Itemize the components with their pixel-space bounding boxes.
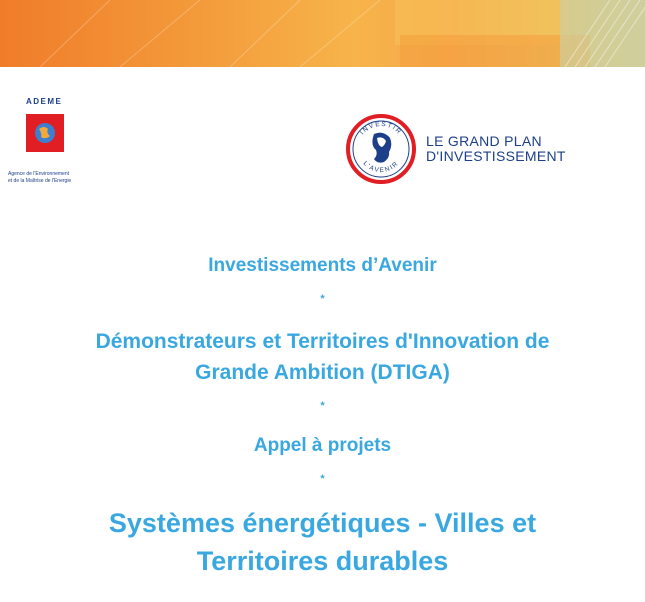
- grand-plan-logo-block: [344, 112, 566, 191]
- investir-avenir-seal-icon: [344, 112, 418, 186]
- ademe-subtitle-line1: Agence de l'Environnement: [8, 171, 69, 177]
- grand-plan-line1: LE GRAND PLAN: [426, 133, 542, 149]
- subject-title: [0, 326, 645, 388]
- grand-plan-line2: D'INVESTISSEMENT: [426, 148, 566, 164]
- banner-pattern: [0, 0, 645, 67]
- theme-title: [0, 504, 645, 580]
- theme-title-line1: Systèmes énergétiques - Villes et: [108, 508, 537, 538]
- call-title: Appel à projets: [253, 435, 392, 456]
- ademe-subtitle-line2: et de la Maîtrise de l'Energie: [8, 178, 72, 184]
- grand-plan-title: [426, 134, 566, 164]
- seal-top-text: INVESTIR: [358, 120, 403, 137]
- ademe-subtitle: [8, 171, 71, 185]
- separator-star: *: [320, 293, 325, 305]
- ademe-name: ADEME: [26, 97, 63, 106]
- ademe-logo-icon: [26, 114, 64, 152]
- seal-bottom-text: L'AVENIR: [361, 160, 401, 175]
- theme-title-line2: Territoires durables: [196, 546, 449, 576]
- separator-star: *: [320, 473, 325, 485]
- header-banner-image: [0, 0, 645, 67]
- subject-title-line2: Grande Ambition (DTIGA): [195, 361, 450, 384]
- program-title: Investissements d’Avenir: [208, 255, 437, 276]
- separator-star: *: [320, 400, 325, 412]
- subject-title-line1: Démonstrateurs et Territoires d'Innovation de: [95, 330, 550, 353]
